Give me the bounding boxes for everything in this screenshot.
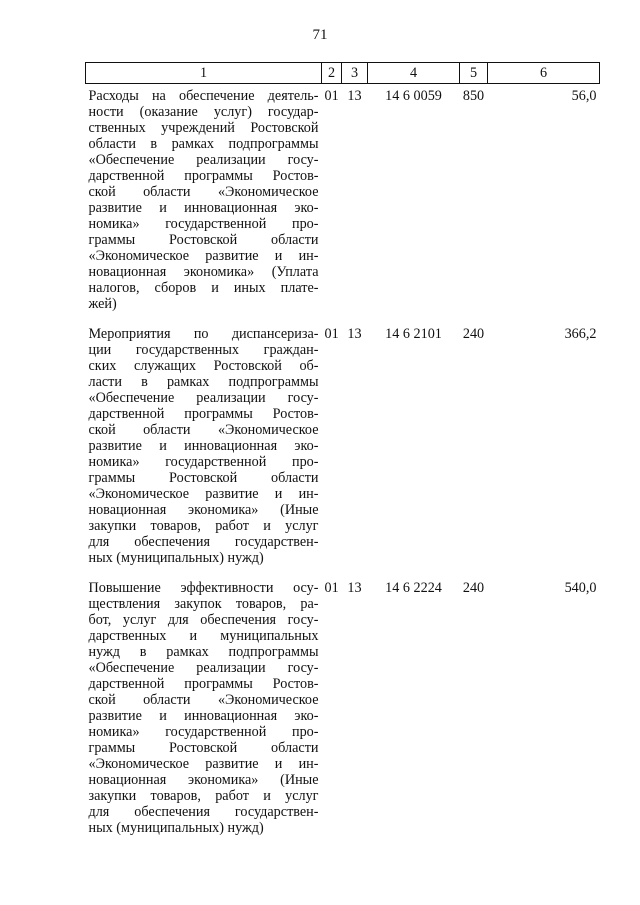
description-line: граммы Ростовской области [88,470,319,486]
description-line: «Обеспечение реализации госу- [88,660,319,676]
description-line: закупки товаров, работ и услуг [88,788,319,804]
row-vr-code: 240 [462,326,485,342]
description-line: новационная экономика» (Иные [88,772,319,788]
row-pr-code: 13 [347,326,362,342]
header-col-4: 4 [368,63,460,84]
description-line: развитие и инновационная эко- [88,200,319,216]
row-vr-code: 850 [462,88,485,104]
description-line: Расходы на обеспечение деятель- [88,88,319,104]
table-row [86,84,600,323]
row-vr-code: 240 [462,580,485,596]
header-col-3: 3 [342,63,368,84]
description-line: ции государственных граждан- [88,342,319,358]
description-line: «Обеспечение реализации госу- [88,390,319,406]
description-line: закупки товаров, работ и услуг [88,518,319,534]
row-rz-code: 01 [324,580,339,596]
row-description [86,576,322,846]
description-line: «Экономическое развитие и ин- [88,248,319,264]
description-line: ществления закупок товаров, ра- [88,596,319,612]
row-rz-code: 01 [324,88,339,104]
description-line: ских служащих Ростовской об- [88,358,319,374]
description-line: дарственной программы Ростов- [88,406,319,422]
description-line: жей) [88,296,117,312]
row-sum: 540,0 [564,580,597,596]
row-csr-code: 14 6 0059 [385,88,442,104]
description-line: номика» государственной про- [88,724,319,740]
description-line: Повышение эффективности осу- [88,580,319,596]
row-pr-code: 13 [347,580,362,596]
description-line: новационная экономика» (Иные [88,502,319,518]
row-rz-code: 01 [324,326,339,342]
description-line: номика» государственной про- [88,454,319,470]
row-pr-code: 13 [347,88,362,104]
description-line: ных (муниципальных) нужд) [88,820,264,836]
header-col-5: 5 [460,63,488,84]
description-line: области в рамках подпрограммы [88,136,319,152]
description-line: развитие и инновационная эко- [88,708,319,724]
row-sum: 56,0 [571,88,597,104]
page-number: 71 [312,27,328,43]
description-line: дарственных и муниципальных [88,628,319,644]
description-line: «Обеспечение реализации госу- [88,152,319,168]
description-line: граммы Ростовской области [88,232,319,248]
row-sum: 366,2 [564,326,597,342]
description-line: ласти в рамках подпрограммы [88,374,319,390]
budget-table [85,62,600,846]
description-line: ных (муниципальных) нужд) [88,550,264,566]
description-line: дарственной программы Ростов- [88,676,319,692]
description-line: развитие и инновационная эко- [88,438,319,454]
description-line: ской области «Экономическое [88,692,319,708]
row-description [86,322,322,576]
description-line: «Экономическое развитие и ин- [88,756,319,772]
row-csr-code: 14 6 2224 [385,580,442,596]
table-header-row [86,63,600,84]
table-row [86,322,600,576]
header-col-2: 2 [322,63,342,84]
description-line: ской области «Экономическое [88,422,319,438]
description-line: «Экономическое развитие и ин- [88,486,319,502]
description-line: дарственной программы Ростов- [88,168,319,184]
description-line: граммы Ростовской области [88,740,319,756]
description-line: нужд в рамках подпрограммы [88,644,319,660]
header-col-6: 6 [488,63,600,84]
header-col-1: 1 [86,63,322,84]
description-line: налогов, сборов и иных плате- [88,280,319,296]
description-line: ственных учреждений Ростовской [88,120,319,136]
description-line: бот, услуг для обеспечения госу- [88,612,319,628]
table-row [86,576,600,846]
description-line: для обеспечения государствен- [88,804,319,820]
description-line: ской области «Экономическое [88,184,319,200]
description-line: ности (оказание услуг) государ- [88,104,319,120]
row-description [86,84,322,323]
description-line: Мероприятия по диспансериза- [88,326,319,342]
description-line: новационная экономика» (Уплата [88,264,319,280]
description-line: номика» государственной про- [88,216,319,232]
description-line: для обеспечения государствен- [88,534,319,550]
row-csr-code: 14 6 2101 [385,326,442,342]
